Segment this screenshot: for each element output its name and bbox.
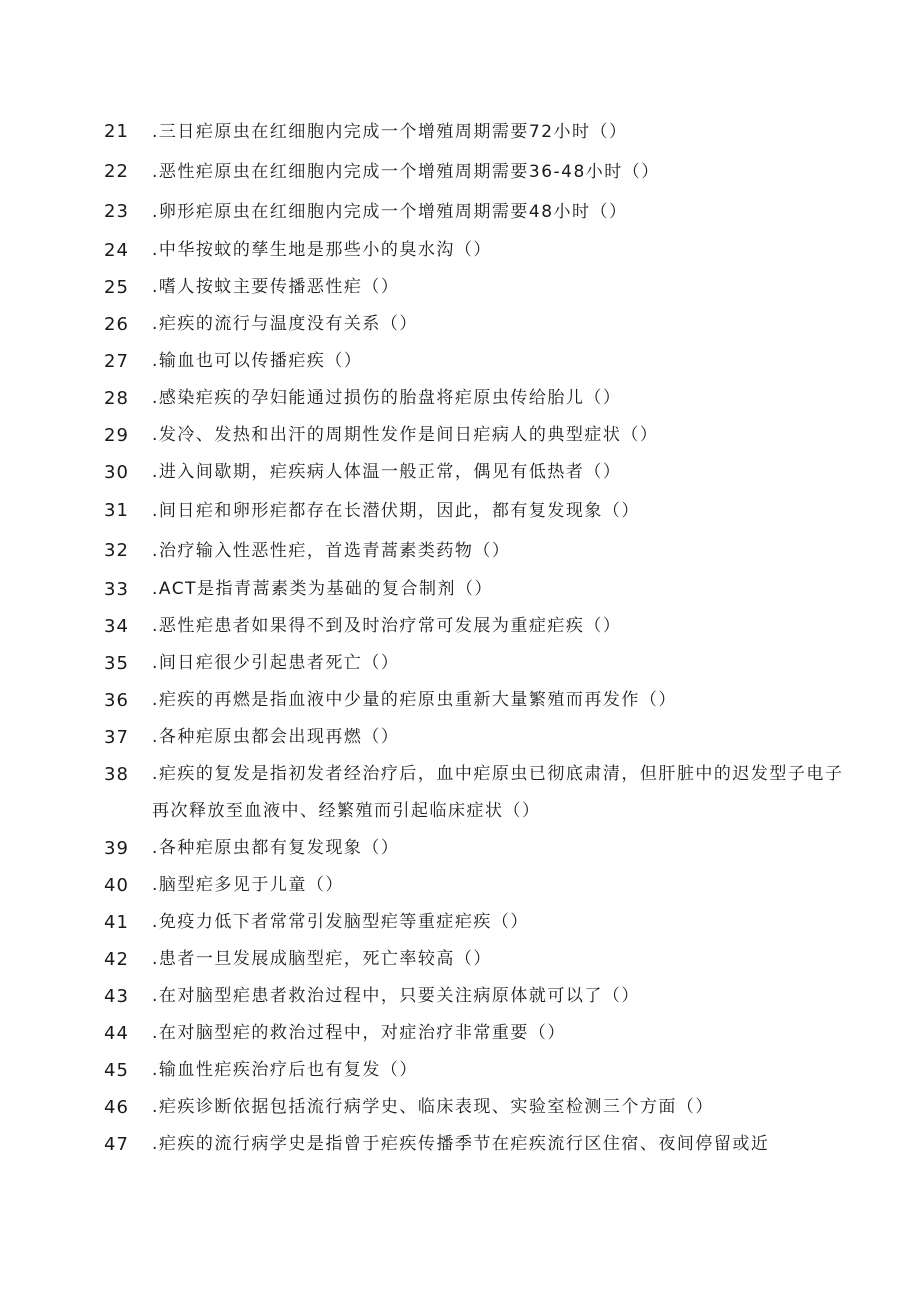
- question-text: .在对脑型疟患者救治过程中，只要关注病原体就可以了（）: [152, 986, 640, 1006]
- question-item: [104, 978, 904, 1015]
- question-item: [104, 719, 904, 756]
- question-number: 29: [104, 425, 129, 446]
- question-number: 34: [104, 616, 129, 637]
- question-number: 27: [104, 351, 129, 372]
- question-item: [104, 343, 904, 380]
- question-number: 42: [104, 949, 129, 970]
- question-text: .输血性疟疾治疗后也有复发（）: [152, 1060, 418, 1080]
- question-number: 38: [104, 764, 129, 785]
- question-number: 31: [104, 500, 129, 521]
- question-text: .疟疾的流行与温度没有关系（）: [152, 314, 418, 334]
- question-number: 41: [104, 912, 129, 933]
- question-text: .进入间歇期，疟疾病人体温一般正常，偶见有低热者（）: [152, 462, 622, 482]
- question-text: .间日疟很少引起患者死亡（）: [152, 653, 400, 673]
- question-item: [104, 454, 904, 491]
- question-item: [104, 192, 904, 232]
- question-text: .感染疟疾的孕妇能通过损伤的胎盘将疟原虫传给胎儿（）: [152, 388, 622, 408]
- question-number: 37: [104, 727, 129, 748]
- question-number: 26: [104, 314, 129, 335]
- question-text: .三日疟原虫在红细胞内完成一个增殖周期需要72小时（）: [152, 122, 628, 142]
- question-text: .在对脑型疟的救治过程中，对症治疗非常重要（）: [152, 1023, 566, 1043]
- question-item: [104, 608, 904, 645]
- question-number: 25: [104, 277, 129, 298]
- question-item: [104, 269, 904, 306]
- question-number: 40: [104, 875, 129, 896]
- question-text: .疟疾的流行病学史是指曾于疟疾传播季节在疟疾流行区住宿、夜间停留或近: [152, 1134, 770, 1154]
- question-text: .发冷、发热和出汗的周期性发作是间日疟病人的典型症状（）: [152, 425, 659, 445]
- question-text: .患者一旦发展成脑型疟，死亡率较高（）: [152, 949, 492, 969]
- question-text: .疟疾诊断依据包括流行病学史、临床表现、实验室检测三个方面（）: [152, 1097, 714, 1117]
- question-text: .免疫力低下者常常引发脑型疟等重症疟疾（）: [152, 912, 529, 932]
- question-text: .嗜人按蚊主要传播恶性疟（）: [152, 277, 400, 297]
- question-item: [104, 531, 904, 571]
- question-number: 43: [104, 986, 129, 1007]
- question-list: [104, 112, 904, 1163]
- question-number: 33: [104, 579, 129, 600]
- question-number: 21: [104, 121, 129, 142]
- question-number: 24: [104, 240, 129, 261]
- question-text: .脑型疟多见于儿童（）: [152, 875, 344, 895]
- question-item: [104, 645, 904, 682]
- question-number: 28: [104, 388, 129, 409]
- question-item: [104, 682, 904, 719]
- question-item: [104, 867, 904, 904]
- question-item: [104, 232, 904, 269]
- question-text: .各种疟原虫都有复发现象（）: [152, 838, 400, 858]
- question-number: 35: [104, 653, 129, 674]
- question-number: 30: [104, 462, 129, 483]
- question-item: [104, 1126, 904, 1163]
- question-number: 39: [104, 838, 129, 859]
- question-number: 46: [104, 1097, 129, 1118]
- question-item: [104, 380, 904, 417]
- question-item: [104, 830, 904, 867]
- question-number: 36: [104, 690, 129, 711]
- question-number: 44: [104, 1023, 129, 1044]
- question-text: .ACT是指青蒿素类为基础的复合制剂（）: [152, 579, 493, 599]
- question-item: [104, 306, 904, 343]
- question-item: [104, 571, 904, 608]
- question-text: .卵形疟原虫在红细胞内完成一个增殖周期需要48小时（）: [152, 202, 628, 222]
- question-text: .疟疾的再燃是指血液中少量的疟原虫重新大量繁殖而再发作（）: [152, 690, 677, 710]
- question-text: .疟疾的复发是指初发者经治疗后，血中疟原虫已彻底肃清，但肝脏中的迟发型子电子再次释放至血液中、经繁殖而引起临床症状（）: [152, 764, 844, 821]
- question-text: .中华按蚊的孳生地是那些小的臭水沟（）: [152, 240, 492, 260]
- question-item: [104, 112, 904, 152]
- question-item: [104, 491, 904, 531]
- question-item: [104, 1052, 904, 1089]
- question-item: [104, 756, 904, 830]
- question-item: [104, 1089, 904, 1126]
- question-number: 32: [104, 540, 129, 561]
- question-item: [104, 941, 904, 978]
- question-number: 45: [104, 1060, 129, 1081]
- question-item: [104, 1015, 904, 1052]
- question-number: 23: [104, 201, 129, 222]
- question-text: .各种疟原虫都会出现再燃（）: [152, 727, 400, 747]
- question-item: [104, 152, 904, 192]
- question-text: .恶性疟患者如果得不到及时治疗常可发展为重症疟疾（）: [152, 616, 622, 636]
- question-text: .间日疟和卵形疟都存在长潜伏期，因此，都有复发现象（）: [152, 501, 640, 521]
- question-number: 47: [104, 1134, 129, 1155]
- question-text: .治疗输入性恶性疟，首选青蒿素类药物（）: [152, 541, 511, 561]
- question-text: .输血也可以传播疟疾（）: [152, 351, 363, 371]
- question-number: 22: [104, 161, 129, 182]
- question-text: .恶性疟原虫在红细胞内完成一个增殖周期需要36-48小时（）: [152, 162, 660, 182]
- question-item: [104, 417, 904, 454]
- question-item: [104, 904, 904, 941]
